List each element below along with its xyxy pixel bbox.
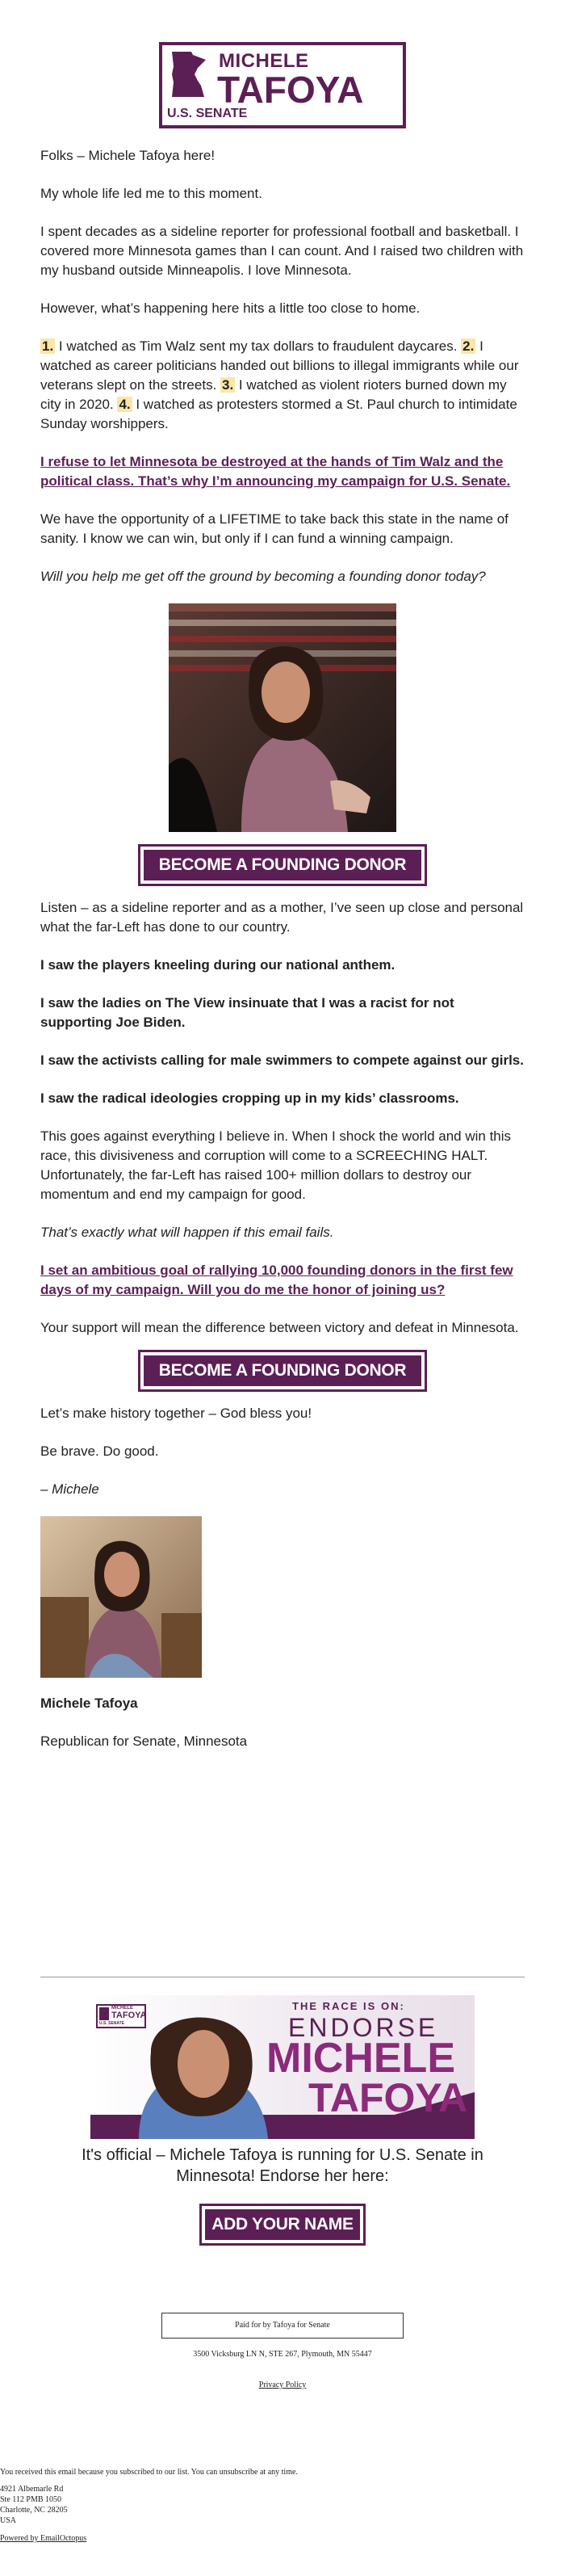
logo-first-name: MICHELE — [219, 50, 309, 72]
support-paragraph: Your support will mean the difference between victory and defeat in Minnesota. — [40, 1320, 519, 1335]
email-body — [40, 146, 525, 586]
saw-item-3: I saw the activists calling for male swimmers to compete against our girls. — [40, 1053, 524, 1068]
signature-line: – Michele — [40, 1481, 99, 1497]
footer-address-line-4: USA — [0, 2516, 17, 2525]
campaign-announcement-link[interactable]: I refuse to let Minnesota be destroyed at the hands of Tim Walz and the political class. That’s why I’m announcing my campaign for U.S. Senate. — [40, 454, 511, 489]
banner-logo-last: TAFOYA — [111, 2011, 147, 2020]
against-paragraph: This goes against everything I believe in. When I shock the world and win this race, this divisiveness and corruption will come to a SCREECHING HALT. Unfortunately, the far-Left has raised 100+ million dollars to destroy our momentum and end my campaign for good. — [40, 1128, 512, 1202]
list-item-4: I watched as protesters stormed a St. Paul church to intimidate Sunday worshippers. — [40, 397, 517, 431]
brave-paragraph: Be brave. Do good. — [40, 1443, 159, 1459]
founding-donor-button-2[interactable]: BECOME A FOUNDING DONOR — [140, 1352, 425, 1389]
logo-office: U.S. SENATE — [167, 107, 248, 120]
powered-by-link[interactable]: Powered by EmailOctopus — [0, 2534, 87, 2543]
intro-paragraph-1: My whole life led me to this moment. — [40, 186, 262, 201]
lifetime-paragraph: We have the opportunity of a LIFETIME to take back this state in the name of sanity. I know we can win, but only if I can fund a winning campaign. — [40, 511, 508, 546]
signature-photo — [40, 1516, 202, 1678]
privacy-policy-link[interactable]: Privacy Policy — [258, 2381, 307, 2389]
history-paragraph: Let’s make history together – God bless you! — [40, 1406, 312, 1421]
list-number-3: 3. — [222, 377, 234, 393]
candidate-photo — [169, 603, 396, 832]
paid-for-box: Paid for by Tafoya for Senate — [161, 2313, 404, 2339]
list-item-3: I watched as violent rioters burned down my city in 2020. — [40, 377, 507, 412]
list-number-1: 1. — [42, 338, 54, 354]
fails-paragraph: That’s exactly what will happen if this email fails. — [40, 1225, 334, 1240]
footer-address-line-1: 4921 Albemarle Rd — [0, 2485, 64, 2494]
founding-donor-button[interactable]: BECOME A FOUNDING DONOR — [140, 847, 425, 884]
email-signoff — [40, 1404, 525, 1751]
signature-photo-image — [40, 1516, 202, 1678]
signature-name: Michele Tafoya — [40, 1696, 138, 1711]
banner-endorse-text: ENDORSE — [288, 2013, 439, 2042]
banner-logo-first: MICHELE — [111, 2006, 133, 2011]
numbered-list-paragraph — [40, 337, 525, 434]
campaign-logo — [159, 42, 406, 128]
email-body-2 — [40, 898, 525, 1338]
signature-title: Republican for Senate, Minnesota — [40, 1733, 248, 1749]
banner-race-text: THE RACE IS ON: — [292, 2000, 405, 2012]
intro-paragraph-2: I spent decades as a sideline reporter for professional football and basketball. I covered more Minnesota games than I can count. And I raised two children with my husband outside Minneapolis. I love Minnesota. — [40, 224, 524, 278]
banner-first-name: MICHELE — [266, 2035, 455, 2082]
footer-address-line-3: Charlotte, NC 28205 — [0, 2506, 68, 2515]
campaign-address: 3500 Vicksburg LN N, STE 267, Plymouth, MN 55447 — [193, 2350, 372, 2359]
goal-paragraph — [40, 1261, 525, 1300]
saw-item-2: I saw the ladies on The View insinuate that I was a racist for not supporting Joe Biden. — [40, 995, 454, 1030]
endorse-banner[interactable] — [90, 1995, 475, 2139]
banner-last-name: TAFOYA — [308, 2075, 468, 2120]
list-number-2: 2. — [462, 338, 475, 354]
subscription-notice: You received this email because you subscribed to our list. You can unsubscribe at any time. — [0, 2468, 298, 2477]
candidate-photo-image — [169, 603, 396, 832]
greeting: Folks – Michele Tafoya here! — [40, 148, 216, 163]
intro-paragraph-3: However, what’s happening here hits a little too close to home. — [40, 300, 421, 316]
minnesota-state-icon — [169, 50, 209, 100]
saw-item-4: I saw the radical ideologies cropping up in my kids’ classrooms. — [40, 1090, 459, 1106]
official-announcement: It's official – Michele Tafoya is running for U.S. Senate in Minnesota! Endorse her here: — [82, 2146, 483, 2185]
list-number-4: 4. — [119, 397, 131, 412]
listen-paragraph: Listen – as a sideline reporter and as a mother, I’ve seen up close and personal what the far-Left has done to our country. — [40, 900, 524, 935]
banner-logo-office: U.S. SENATE — [99, 2021, 125, 2026]
ask-paragraph: Will you help me get off the ground by becoming a founding donor today? — [40, 569, 486, 584]
footer-address-line-2: Ste 112 PMB 1050 — [0, 2495, 62, 2504]
list-item-2: I watched as career politicians handed out billions to illegal immigrants while our veterans slept on the streets. — [40, 338, 519, 393]
saw-item-1: I saw the players kneeling during our national anthem. — [40, 957, 396, 973]
founding-donor-goal-link[interactable]: I set an ambitious goal of rallying 10,000 founding donors in the first few days of my campaign. Will you do me the honor of joining us? — [40, 1263, 513, 1297]
logo-last-name: TAFOYA — [217, 69, 364, 111]
list-item-1: I watched as Tim Walz sent my tax dollars to fraudulent daycares. — [55, 338, 462, 354]
add-your-name-button[interactable]: ADD YOUR NAME — [202, 2206, 363, 2243]
campaign-announcement — [40, 452, 525, 491]
